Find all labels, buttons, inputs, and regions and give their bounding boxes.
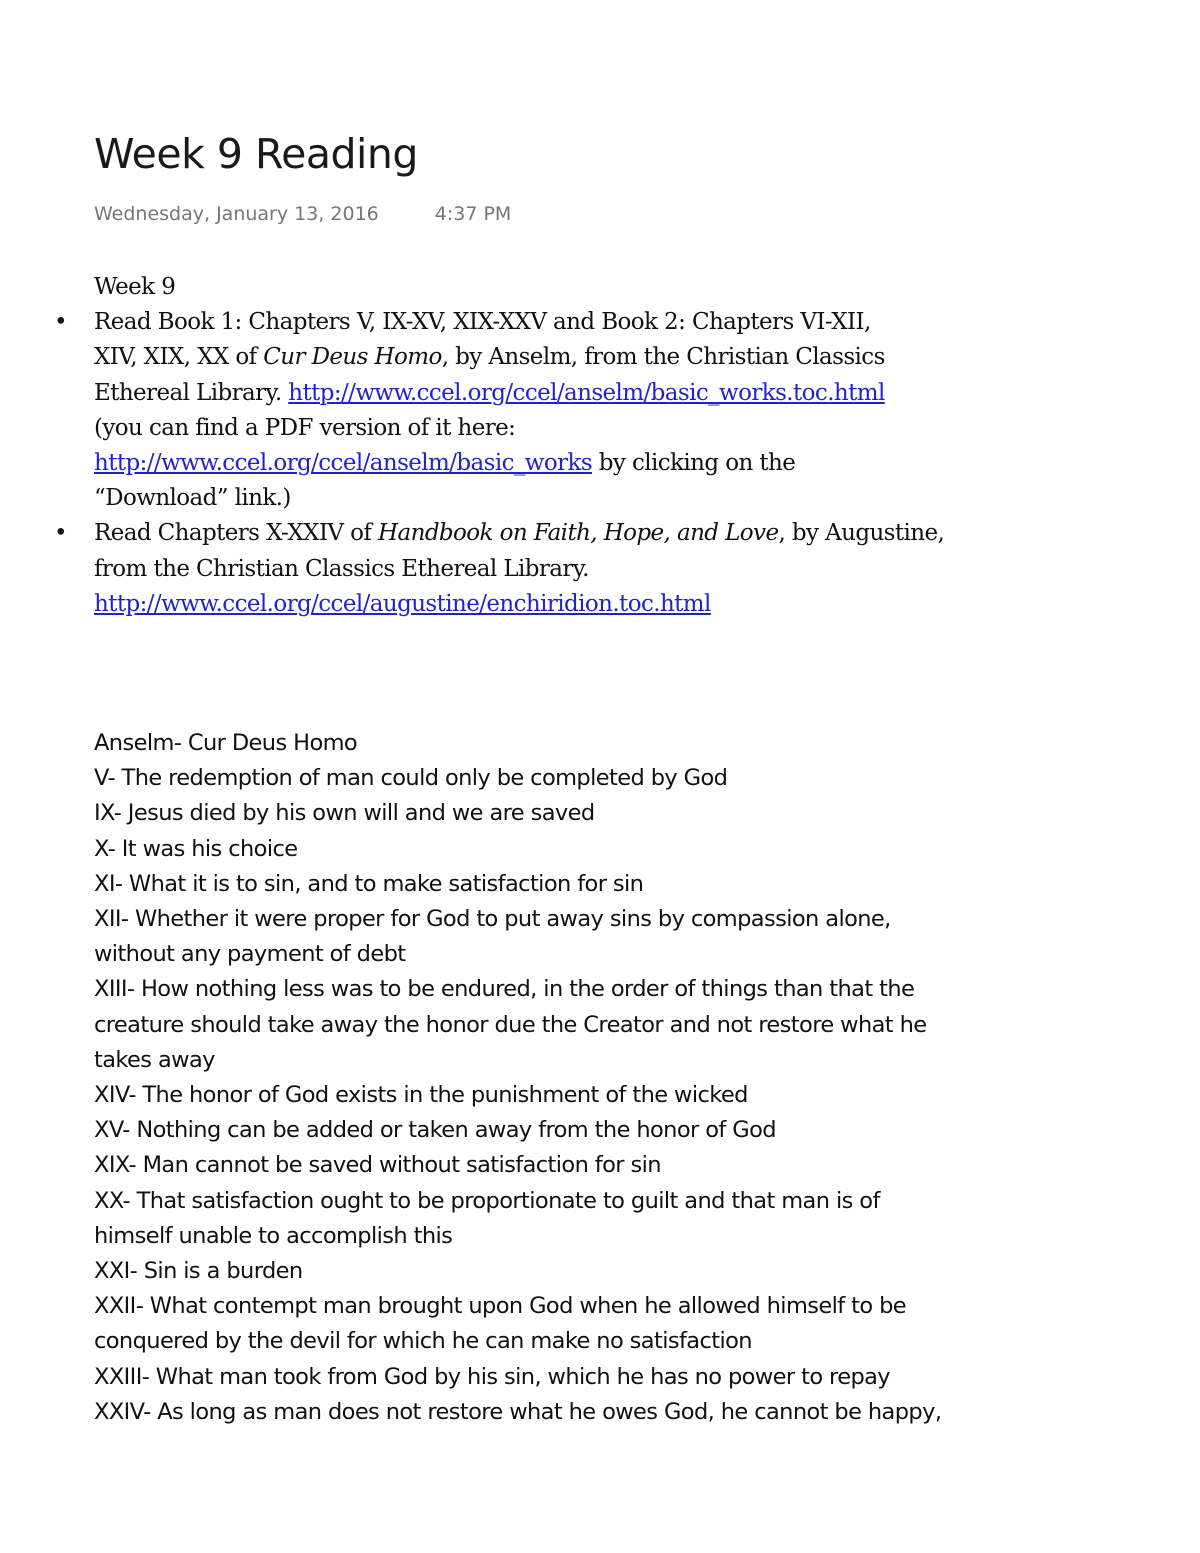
page-timestamp — [94, 203, 511, 225]
reading-item-text — [94, 446, 1104, 481]
anselm-toc-link[interactable]: http://www.ccel.org/ccel/anselm/basic_works.toc.html — [288, 379, 885, 406]
page-time: 4:37 PM — [434, 203, 512, 225]
note-line: takes away — [94, 1046, 215, 1073]
text-span: , by Augustine, — [778, 520, 945, 547]
note-line: X- It was his choice — [94, 835, 298, 862]
text-span: Read Chapters X-XXIV of — [94, 520, 379, 547]
book-title: Cur Deus Homo — [263, 344, 442, 371]
note-line: XXIII- What man took from God by his sin, which he has no power to repay — [94, 1363, 891, 1390]
note-line: XXII- What contempt man brought upon God when he allowed himself to be — [94, 1293, 907, 1320]
reading-item-text — [94, 376, 1104, 411]
page-date: Wednesday, January 13, 2016 — [94, 203, 379, 225]
week-label: Week 9 — [94, 274, 176, 300]
text-span: Ethereal Library. — [94, 379, 289, 406]
note-line: XIII- How nothing less was to be endured, in the order of things than that the — [94, 976, 915, 1003]
reading-item-text — [94, 340, 1104, 375]
reading-assignment — [54, 270, 1104, 622]
chapter-notes — [94, 726, 1104, 1430]
note-line: Anselm- Cur Deus Homo — [94, 730, 358, 756]
reading-item-anselm — [54, 305, 1104, 516]
note-line: creature should take away the honor due the Creator and not restore what he — [94, 1011, 927, 1038]
note-line: XIX- Man cannot be saved without satisfaction for sin — [94, 1152, 661, 1179]
page-title: Week 9 Reading — [94, 130, 418, 178]
reading-item-text — [94, 587, 1104, 622]
anselm-pdf-link[interactable]: http://www.ccel.org/ccel/anselm/basic_works — [94, 450, 593, 477]
note-line: XXI- Sin is a burden — [94, 1258, 303, 1285]
text-span: , by Anselm, from the Christian Classics — [441, 344, 885, 371]
note-line: without any payment of debt — [94, 941, 406, 968]
note-line: conquered by the devil for which he can make no satisfaction — [94, 1328, 752, 1355]
bullet-icon: • — [54, 520, 67, 547]
note-line: XV- Nothing can be added or taken away from the honor of God — [94, 1117, 776, 1144]
reading-item-text: Read Book 1: Chapters V, IX-XV, XIX-XXV and Book 2: Chapters VI-XII, — [94, 309, 871, 336]
reading-item-augustine — [54, 516, 1104, 622]
note-line: XXIV- As long as man does not restore what he owes God, he cannot be happy, — [94, 1398, 942, 1425]
bullet-icon: • — [54, 309, 67, 336]
note-line: XX- That satisfaction ought to be proportionate to guilt and that man is of — [94, 1187, 880, 1214]
text-span: XIV, XIX, XX of — [94, 344, 264, 371]
note-line: XIV- The honor of God exists in the punishment of the wicked — [94, 1082, 748, 1109]
note-line: XI- What it is to sin, and to make satisfaction for sin — [94, 870, 644, 897]
note-line: himself unable to accomplish this — [94, 1222, 453, 1249]
reading-item-text: (you can find a PDF version of it here: — [94, 414, 516, 441]
reading-item-text — [94, 516, 1104, 551]
reading-item-text: “Download” link.) — [94, 485, 291, 512]
note-line: XII- Whether it were proper for God to put away sins by compassion alone, — [94, 906, 891, 933]
text-span: by clicking on the — [592, 450, 796, 477]
note-line: IX- Jesus died by his own will and we are saved — [94, 800, 595, 827]
reading-item-text: from the Christian Classics Ethereal Library. — [94, 555, 589, 582]
augustine-toc-link[interactable]: http://www.ccel.org/ccel/augustine/enchiridion.toc.html — [94, 590, 711, 617]
note-line: V- The redemption of man could only be completed by God — [94, 765, 728, 792]
book-title: Handbook on Faith, Hope, and Love — [378, 520, 779, 547]
